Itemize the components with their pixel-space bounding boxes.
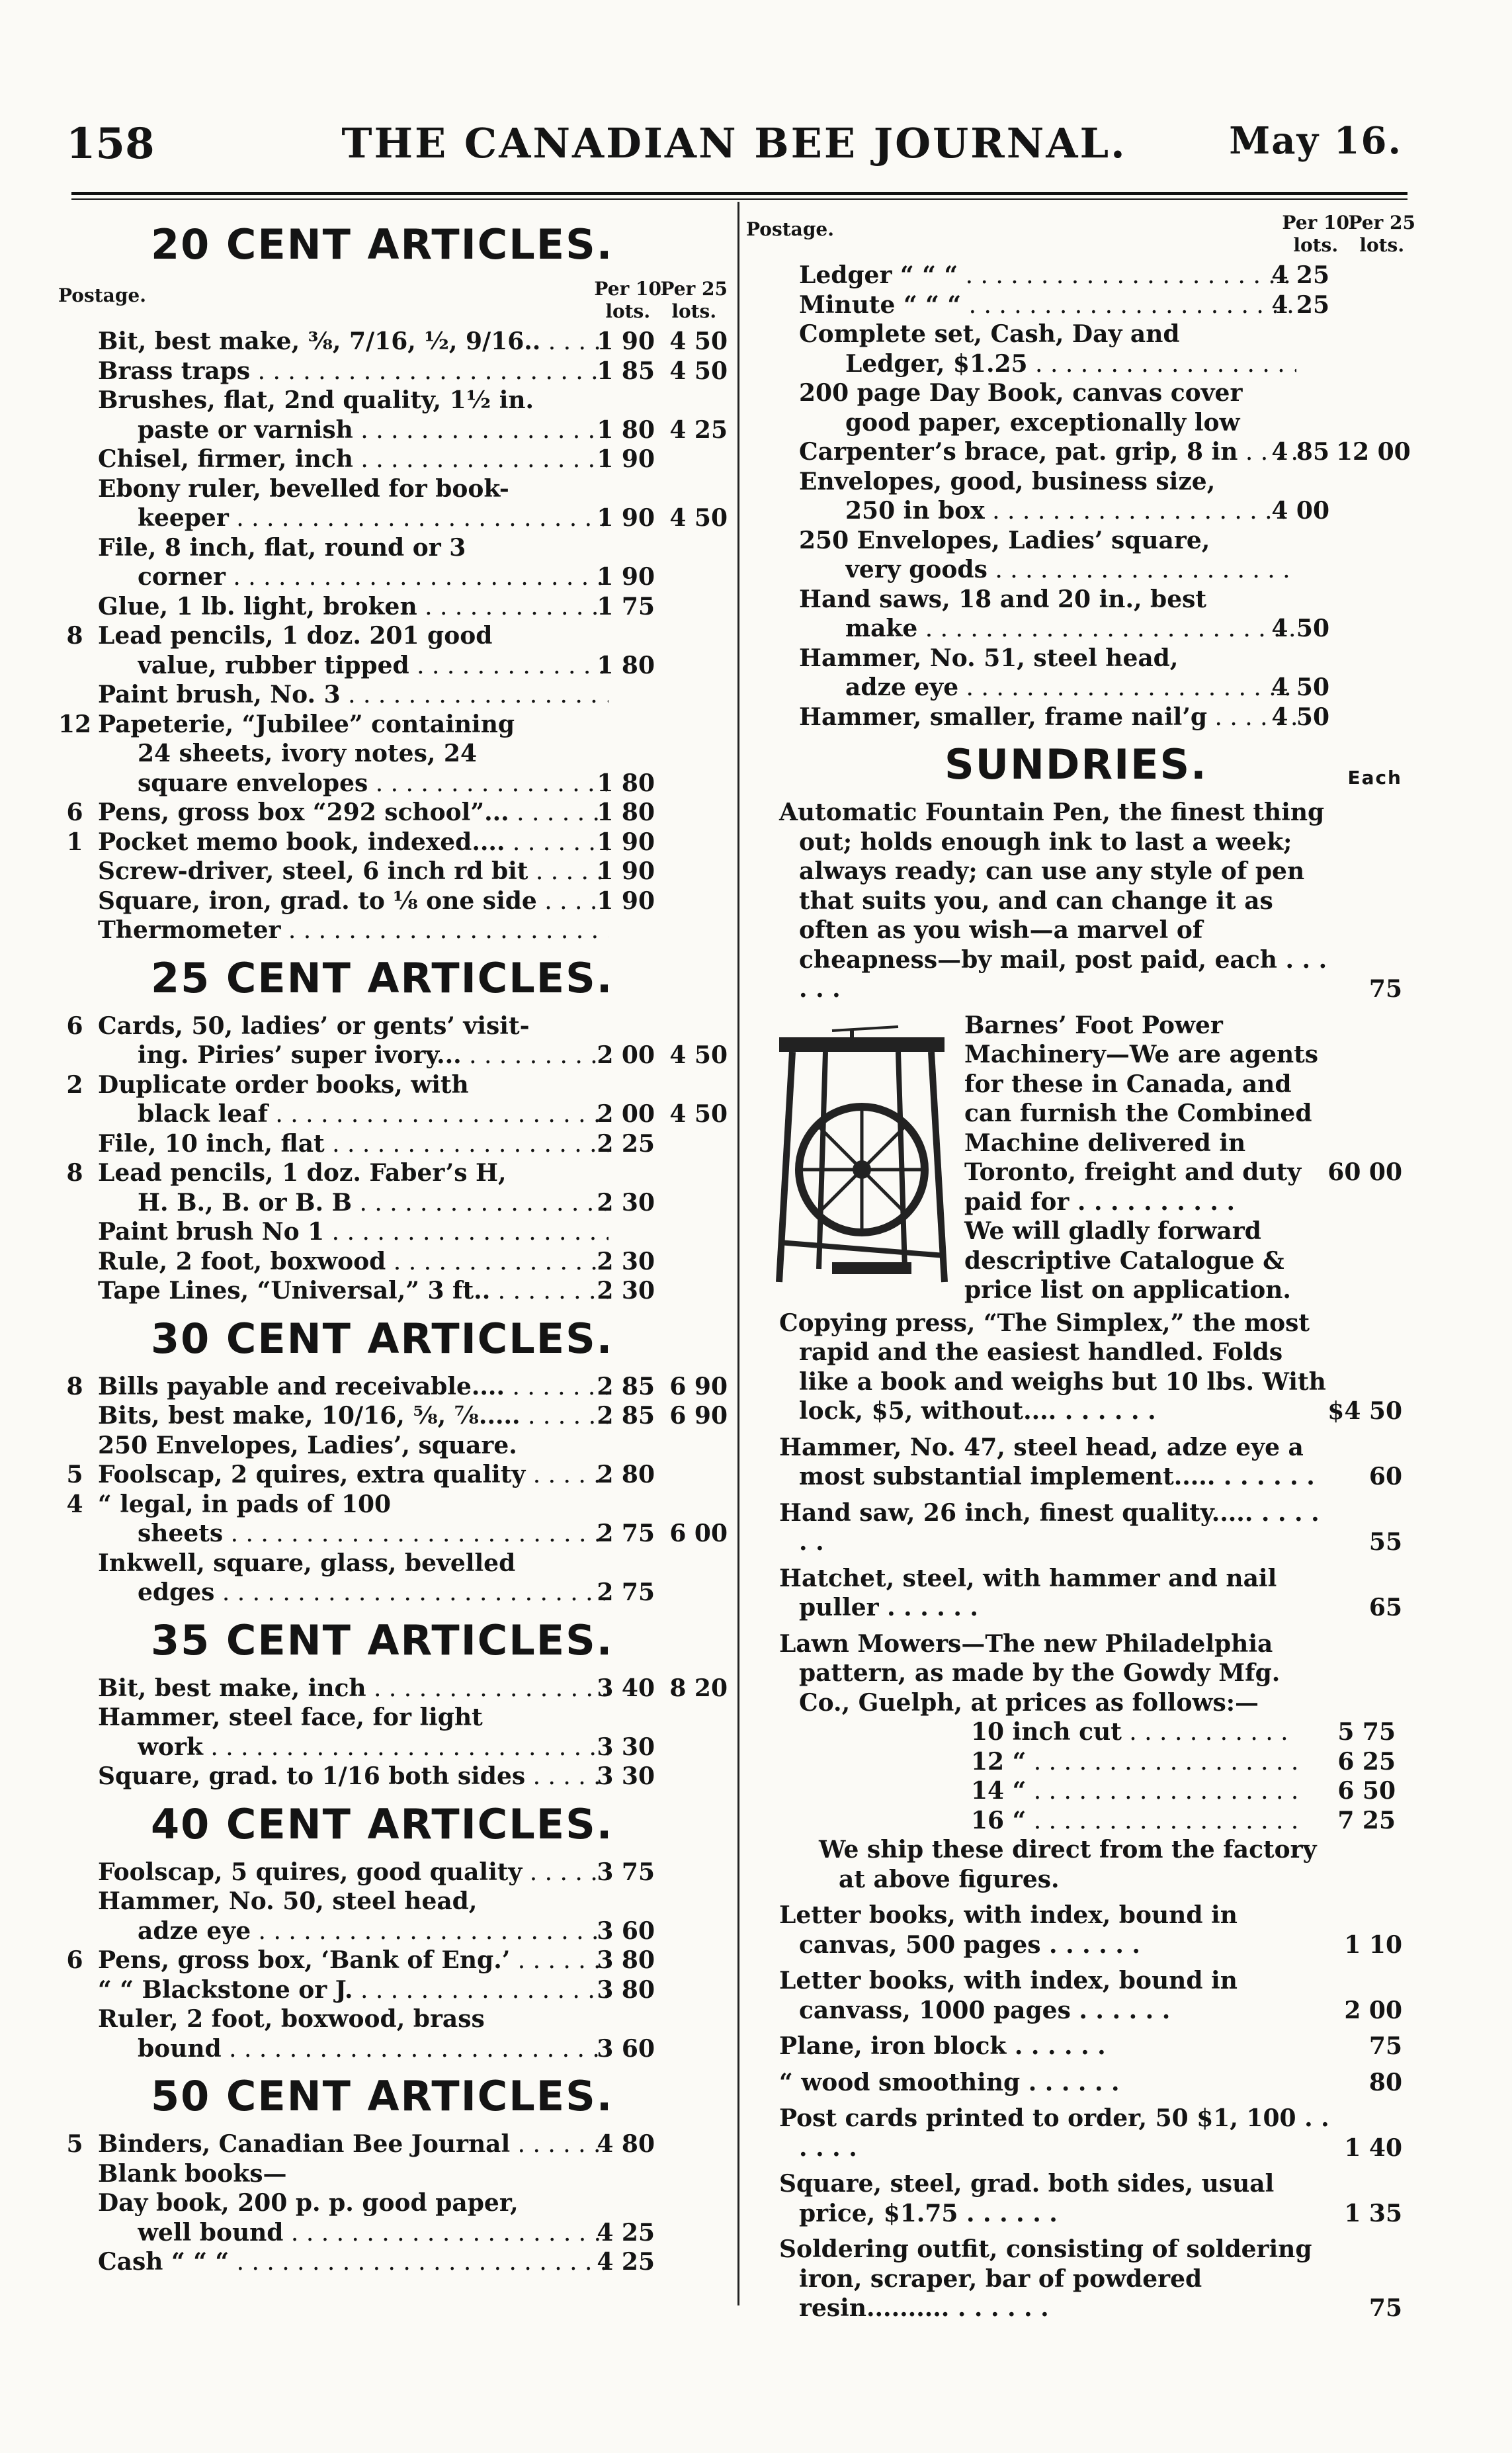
mower-size: 14 “ . . .	[971, 1776, 1296, 1807]
item-price: 65	[1368, 1594, 1402, 1621]
item-description: adze eye . . .	[138, 1916, 609, 1947]
price-row	[746, 644, 1415, 673]
sundry-item: Letter books, with index, bound in canvass, 1000 pages . . . . . . 2 00	[779, 1967, 1402, 2024]
spacer	[746, 2163, 1415, 2169]
price-per-10: 2 85	[597, 1372, 655, 1400]
item-description: Duplicate order books, with	[98, 1070, 469, 1099]
item-description: good paper, exceptionally low	[845, 408, 1240, 437]
sundry-item-barnes	[746, 1011, 1415, 1302]
postage-value: 6	[66, 798, 83, 826]
item-price: 2 00	[1344, 1996, 1402, 2024]
item-description: Bits, best make, 10/16, ⅝, ⅞..... . . .	[98, 1401, 609, 1432]
item-price: 55	[1368, 1528, 1402, 1556]
price-per-25: 6 90	[669, 1402, 728, 1430]
item-description: Bit, best make, ⅜, 7/16, ½, 9/16.. . . .	[98, 327, 609, 357]
item-price: 60 00	[1327, 1158, 1402, 1186]
section-title-20-cent: 20 CENT ARTICLES.	[151, 220, 614, 269]
price-row	[58, 533, 728, 563]
item-description: Ruler, 2 foot, boxwood, brass	[98, 2005, 485, 2033]
price-row	[58, 1674, 728, 1703]
header-rule-thin	[71, 198, 1407, 200]
price-row	[746, 290, 1415, 320]
item-description: 200 page Day Book, canvas cover	[799, 379, 1243, 407]
item-description: Foolscap, 5 quires, good quality . . .	[98, 1858, 609, 1888]
foot-power-machine-illustration	[766, 1017, 958, 1295]
item-description: Glue, 1 lb. light, broken . . .	[98, 592, 609, 623]
item-description: 250 in box . . .	[845, 496, 1296, 527]
price-per-25: 4 50	[669, 1100, 728, 1128]
price-per-10: 4 50	[1271, 703, 1329, 731]
per-10-lots-label: Per 10 lots.	[594, 278, 661, 322]
price-per-10: 3 60	[597, 2034, 655, 2063]
price-per-10: 3 80	[597, 1946, 655, 1974]
price-per-25: 12 00	[1336, 438, 1411, 466]
price-row	[58, 1276, 728, 1306]
mower-row	[746, 1776, 1415, 1806]
price-row	[58, 2130, 728, 2159]
item-description: black leaf . . .	[138, 1099, 609, 1130]
item-description: Ledger “ “ “ . . .	[799, 261, 1296, 291]
price-per-10: 1 90	[597, 445, 655, 473]
spacer	[746, 1959, 1415, 1966]
postage-value: 2	[66, 1070, 83, 1099]
price-per-25: 8 20	[669, 1674, 728, 1702]
mower-size: 10 inch cut . . .	[971, 1717, 1296, 1748]
journal-title: THE CANADIAN BEE JOURNAL.	[341, 119, 1127, 167]
price-per-10: 1 90	[597, 828, 655, 856]
right-column	[746, 212, 1415, 2330]
postage-value: 8	[66, 1372, 83, 1400]
price-per-10: 2 30	[597, 1247, 655, 1275]
price-row	[58, 474, 728, 504]
price-row	[58, 1372, 728, 1402]
item-description: edges . . .	[138, 1578, 609, 1608]
item-description: Carpenter’s brace, pat. grip, 8 in . . .	[799, 437, 1296, 468]
price-per-10: 4 85	[1271, 438, 1329, 466]
price-per-10: 1 80	[597, 769, 655, 797]
sundry-item: Square, steel, grad. both sides, usual price, $1.75 . . . . . . 1 35	[779, 2170, 1402, 2227]
postage-label: Postage.	[746, 218, 834, 240]
spacer	[746, 2228, 1415, 2235]
spacer	[746, 1623, 1415, 1629]
price-row	[746, 261, 1415, 290]
item-description: paste or varnish . . .	[138, 415, 609, 446]
price-row	[746, 614, 1415, 644]
price-row	[58, 1703, 728, 1733]
price-row	[58, 1519, 728, 1549]
spacer	[746, 1004, 1415, 1011]
section-title-25-cent: 25 CENT ARTICLES.	[151, 953, 614, 1002]
sundry-item: Copying press, “The Simplex,” the most rapid and the easiest handled. Folds like a book and weighs but 10 lbs. With lock, $5, without.... . . . . . . $4 50	[779, 1309, 1402, 1425]
price-row	[58, 1762, 728, 1791]
price-row	[58, 739, 728, 769]
price-row	[58, 886, 728, 916]
mower-size: 16 “ . . .	[971, 1806, 1296, 1836]
price-per-25: 4 50	[669, 327, 728, 355]
item-price: 75	[1368, 975, 1402, 1003]
sundry-item: “ wood smoothing . . . . . . 80	[779, 2068, 1402, 2096]
mower-price: 7 25	[1337, 1806, 1396, 1834]
item-description: Hammer, smaller, frame nail’g . . .	[799, 703, 1296, 733]
price-row	[58, 1188, 728, 1218]
column-divider	[737, 202, 739, 2305]
price-row	[58, 1217, 728, 1247]
mower-note: We ship these direct from the factory at above figures.	[819, 1836, 1317, 1893]
per-25-lots-label: Per 25 lots.	[1348, 212, 1415, 256]
price-per-10: 2 00	[597, 1041, 655, 1069]
item-description: very goods . . .	[845, 555, 1296, 585]
item-description: well bound . . .	[138, 2218, 609, 2249]
page-header	[66, 119, 1402, 179]
postage-value: 12	[58, 710, 92, 738]
item-description: Foolscap, 2 quires, extra quality . . .	[98, 1460, 609, 1490]
postage-value: 5	[66, 2130, 83, 2158]
price-per-10: 3 40	[597, 1674, 655, 1702]
price-per-10: 2 80	[597, 1461, 655, 1488]
price-row	[58, 1431, 728, 1461]
left-column	[58, 212, 728, 2277]
postage-value: 1	[66, 828, 83, 856]
item-description: 24 sheets, ivory notes, 24	[138, 740, 478, 767]
item-description: Papeterie, “Jubilee” containing	[98, 710, 515, 738]
postage-value: 6	[66, 1946, 83, 1974]
per-10-lots-label: Per 10 lots.	[1282, 212, 1349, 256]
item-description: Ledger, $1.25 . . .	[845, 349, 1296, 380]
postage-value: 5	[66, 1461, 83, 1488]
price-row	[58, 1401, 728, 1431]
item-description: square envelopes . . .	[138, 769, 609, 799]
price-per-10: 1 80	[597, 415, 655, 444]
barnes-description: Barnes’ Foot Power Machinery—We are agents for these in Canada, and can furnish the Combined Machine delivered in Toronto, freight and duty paid for . . . . . . . . . . We will gladly forward descriptive Catalogue & price list on application.	[964, 1011, 1319, 1304]
item-description: Brushes, flat, 2nd quality, 1½ in.	[98, 386, 534, 414]
item-description: Blank books—	[98, 2159, 287, 2188]
price-per-10: 2 30	[597, 1188, 655, 1217]
price-per-10: 1 85	[597, 357, 655, 385]
price-per-25: 4 50	[669, 1041, 728, 1069]
item-description: File, 10 inch, flat . . .	[98, 1129, 609, 1160]
item-description: Pens, gross box, ‘Bank of Eng.’ . . .	[98, 1946, 609, 1976]
column-header	[58, 278, 728, 327]
price-per-10: 3 60	[597, 1916, 655, 1945]
item-description: Hammer, steel face, for light	[98, 1703, 483, 1731]
price-per-10: 4 25	[597, 2218, 655, 2247]
price-row	[58, 386, 728, 415]
price-per-10: 1 90	[597, 327, 655, 355]
price-row	[58, 503, 728, 533]
spacer	[746, 2025, 1415, 2032]
sundry-item: Post cards printed to order, 50 $1, 100 . . . . . . 1 40	[779, 2104, 1402, 2162]
sundry-item: Hand saw, 26 inch, finest quality..... . . . . . . 55	[779, 1498, 1402, 1556]
price-row	[746, 703, 1415, 732]
item-description: 250 Envelopes, Ladies’, square.	[98, 1431, 517, 1459]
postage-label: Postage.	[58, 284, 146, 306]
sundry-item: Hammer, No. 47, steel head, adze eye a most substantial implement..... . . . . . . 60	[779, 1433, 1402, 1490]
price-row	[746, 467, 1415, 497]
item-description: Chisel, firmer, inch . . .	[98, 445, 609, 475]
section-title-40-cent: 40 CENT ARTICLES.	[151, 1799, 614, 1848]
mower-row	[746, 1747, 1415, 1777]
price-per-25: 4 50	[669, 357, 728, 385]
price-row	[746, 585, 1415, 615]
price-row	[58, 798, 728, 828]
section-title-50-cent: 50 CENT ARTICLES.	[151, 2072, 614, 2120]
item-description: Hand saws, 18 and 20 in., best	[799, 585, 1207, 613]
spacer	[746, 2097, 1415, 2104]
item-price: $4 50	[1327, 1397, 1402, 1425]
price-row	[58, 2004, 728, 2034]
price-row	[58, 2247, 728, 2277]
price-row	[58, 1578, 728, 1608]
price-per-10: 2 85	[597, 1402, 655, 1430]
price-row	[58, 1549, 728, 1578]
spacer	[746, 1492, 1415, 1498]
item-description: Lead pencils, 1 doz. Faber’s H,	[98, 1159, 507, 1187]
price-per-10: 4 00	[1271, 497, 1329, 525]
price-per-10: 2 75	[597, 1520, 655, 1547]
price-row	[58, 327, 728, 357]
price-per-10: 2 30	[597, 1277, 655, 1305]
price-row	[58, 445, 728, 474]
item-description: Binders, Canadian Bee Journal . . .	[98, 2130, 609, 2160]
price-row	[58, 562, 728, 592]
item-description: Inkwell, square, glass, bevelled	[98, 1549, 516, 1577]
price-per-10: 3 30	[597, 1733, 655, 1761]
price-row	[746, 320, 1415, 349]
page-number: 158	[66, 119, 155, 169]
price-row	[58, 857, 728, 886]
item-description: Square, grad. to 1/16 both sides . . .	[98, 1762, 609, 1792]
price-per-25: 6 90	[669, 1372, 728, 1400]
price-per-10: 1 90	[597, 886, 655, 915]
postage-value: 6	[66, 1011, 83, 1040]
item-description: Lead pencils, 1 doz. 201 good	[98, 622, 493, 650]
price-row	[746, 526, 1415, 556]
item-description: adze eye . . .	[845, 673, 1296, 703]
price-row	[58, 592, 728, 622]
postage-value: 8	[66, 622, 83, 650]
spacer	[746, 1426, 1415, 1433]
item-description: Pocket memo book, indexed.... . . .	[98, 828, 609, 858]
mower-price: 5 75	[1337, 1718, 1396, 1746]
item-description: File, 8 inch, flat, round or 3	[98, 533, 466, 562]
price-row	[58, 1129, 728, 1159]
price-per-10: 4 25	[597, 2248, 655, 2276]
item-description: Paint brush No 1 . . .	[98, 1217, 609, 1248]
section-title-sundries: SUNDRIES. Each	[746, 732, 1415, 798]
price-row	[58, 415, 728, 445]
spacer	[746, 1557, 1415, 1564]
price-row	[58, 828, 728, 857]
price-per-25: 6 00	[669, 1520, 728, 1547]
price-row	[746, 673, 1415, 703]
item-price: 1 40	[1344, 2133, 1402, 2162]
price-row	[58, 680, 728, 710]
price-per-10: 4 50	[1271, 673, 1329, 701]
price-row	[58, 1158, 728, 1188]
item-description: corner . . .	[138, 562, 609, 593]
sundry-item: Letter books, with index, bound in canvas, 500 pages . . . . . . 1 10	[779, 1901, 1402, 1959]
column-header	[746, 212, 1415, 261]
price-row	[58, 2218, 728, 2248]
header-rule-thick	[71, 192, 1407, 195]
price-per-10: 2 75	[597, 1578, 655, 1606]
item-description: Cards, 50, ladies’ or gents’ visit-	[98, 1011, 530, 1040]
price-row	[58, 1099, 728, 1129]
price-row	[58, 2034, 728, 2064]
mower-size: 12 “ . . .	[971, 1747, 1296, 1778]
item-description: Ebony ruler, bevelled for book-	[98, 474, 509, 503]
sundry-item: Lawn Mowers—The new Philadelphia pattern, as made by the Gowdy Mfg. Co., Guelph, at prices as follows:—	[779, 1629, 1281, 1717]
item-description: Rule, 2 foot, boxwood . . .	[98, 1247, 609, 1277]
mower-row	[746, 1717, 1415, 1747]
item-description: Envelopes, good, business size,	[799, 467, 1216, 495]
price-row	[58, 1887, 728, 1916]
item-description: “ “ Blackstone or J. . . .	[98, 1975, 609, 2006]
price-per-10: 3 80	[597, 1975, 655, 2004]
item-description: Cash “ “ “ . . .	[98, 2247, 609, 2278]
price-row	[58, 1916, 728, 1946]
price-per-10: 3 30	[597, 1762, 655, 1790]
item-price: 60	[1368, 1463, 1402, 1490]
item-price: 75	[1368, 2294, 1402, 2322]
item-description: Paint brush, No. 3 . . .	[98, 680, 609, 710]
price-row	[58, 1975, 728, 2005]
price-per-10: 2 00	[597, 1100, 655, 1128]
price-per-10: 4 25	[1271, 261, 1329, 289]
item-description: Thermometer . . .	[98, 916, 609, 946]
item-description: Hammer, No. 50, steel head,	[98, 1887, 478, 1915]
section-title-35-cent: 35 CENT ARTICLES.	[151, 1615, 614, 1664]
item-description: Pens, gross box “292 school”... . . .	[98, 798, 609, 828]
item-description: Square, iron, grad. to ⅛ one side . . .	[98, 886, 609, 917]
sundry-item: Soldering outfit, consisting of soldering iron, scraper, bar of powdered resin.......... . . . . . . 75	[779, 2235, 1402, 2322]
price-row	[746, 555, 1415, 585]
mower-price: 6 25	[1337, 1747, 1396, 1776]
issue-date: May 16.	[1229, 119, 1402, 163]
price-per-10: 1 75	[597, 592, 655, 621]
price-per-10: 1 80	[597, 798, 655, 826]
item-description: Complete set, Cash, Day and	[799, 320, 1180, 348]
item-description: Screw-driver, steel, 6 inch rd bit . . .	[98, 857, 609, 887]
price-per-25: 4 50	[669, 504, 728, 532]
price-row	[58, 1011, 728, 1041]
item-description: Hammer, No. 51, steel head,	[799, 644, 1179, 672]
item-description: Tape Lines, “Universal,” 3 ft.. . . .	[98, 1276, 609, 1307]
item-description: Bit, best make, inch . . .	[98, 1674, 609, 1704]
item-description: Bills payable and receivable.... . . .	[98, 1372, 609, 1402]
price-row	[58, 1460, 728, 1490]
spacer	[746, 2061, 1415, 2068]
price-row	[58, 769, 728, 798]
section-title-30-cent: 30 CENT ARTICLES.	[151, 1314, 614, 1363]
item-description: sheets . . .	[138, 1519, 609, 1549]
price-per-25: 4 25	[669, 415, 728, 444]
item-price: 75	[1368, 2032, 1402, 2060]
mower-price: 6 50	[1337, 1777, 1396, 1805]
price-row	[58, 1858, 728, 1887]
item-price: 1 35	[1344, 2199, 1402, 2227]
each-label: Each	[1347, 767, 1402, 789]
item-description: H. B., B. or B. B . . .	[138, 1188, 609, 1219]
price-row	[58, 710, 728, 740]
price-per-10: 1 90	[597, 504, 655, 532]
price-per-10: 4 80	[597, 2130, 655, 2158]
item-description: bound . . .	[138, 2034, 609, 2065]
spacer	[746, 1894, 1415, 1901]
price-row	[58, 357, 728, 386]
price-row	[746, 437, 1415, 467]
price-per-10: 1 90	[597, 857, 655, 885]
price-row	[746, 408, 1415, 438]
sundry-item: Plane, iron block . . . . . . 75	[779, 2032, 1402, 2060]
price-row	[58, 1946, 728, 1975]
price-row	[58, 1733, 728, 1762]
price-per-10: 3 75	[597, 1858, 655, 1886]
item-description: 250 Envelopes, Ladies’ square,	[799, 526, 1210, 554]
sundry-item: Automatic Fountain Pen, the finest thing out; holds enough ink to last a week; always ready; can use any style of pen that suits you, and can change it as often as you wish—a marvel of cheapness—by mail, post paid, each . . . . . . 75	[779, 798, 1402, 1003]
price-row	[58, 1247, 728, 1277]
per-25-lots-label: Per 25 lots.	[660, 278, 728, 322]
price-per-10: 2 25	[597, 1129, 655, 1158]
price-row	[58, 1070, 728, 1100]
price-row	[746, 378, 1415, 408]
item-description: make . . .	[845, 614, 1296, 644]
sundry-item: Hatchet, steel, with hammer and nail puller . . . . . . 65	[779, 1564, 1402, 1621]
price-row	[58, 1490, 728, 1520]
item-description: ing. Piries’ super ivory... . . .	[138, 1041, 609, 1071]
price-row	[58, 1041, 728, 1070]
price-per-10: 4 25	[1271, 290, 1329, 319]
item-price: 1 10	[1344, 1930, 1402, 1959]
item-description: Day book, 200 p. p. good paper,	[98, 2189, 519, 2217]
postage-value: 4	[66, 1490, 83, 1518]
price-per-10: 1 80	[597, 651, 655, 679]
price-row	[58, 651, 728, 681]
item-description: value, rubber tipped . . .	[138, 651, 609, 681]
price-row	[58, 2159, 728, 2189]
item-description: work . . .	[138, 1733, 609, 1763]
item-price: 80	[1368, 2068, 1402, 2096]
price-per-10: 1 90	[597, 563, 655, 591]
price-row	[746, 349, 1415, 379]
item-description: Minute “ “ “ . . .	[799, 290, 1296, 321]
item-description: “ legal, in pads of 100	[98, 1490, 392, 1518]
postage-value: 8	[66, 1159, 83, 1187]
price-row	[746, 496, 1415, 526]
spacer	[746, 2323, 1415, 2330]
item-description: keeper . . .	[138, 503, 609, 534]
barnes-catalogue-note: We will gladly forward descriptive Catalogue & price list on application.	[964, 1217, 1291, 1304]
price-row	[58, 916, 728, 945]
price-row	[58, 2188, 728, 2218]
price-per-10: 4 50	[1271, 615, 1329, 642]
mower-row	[746, 1806, 1415, 1836]
item-description: Brass traps . . .	[98, 357, 609, 387]
price-row	[58, 621, 728, 651]
